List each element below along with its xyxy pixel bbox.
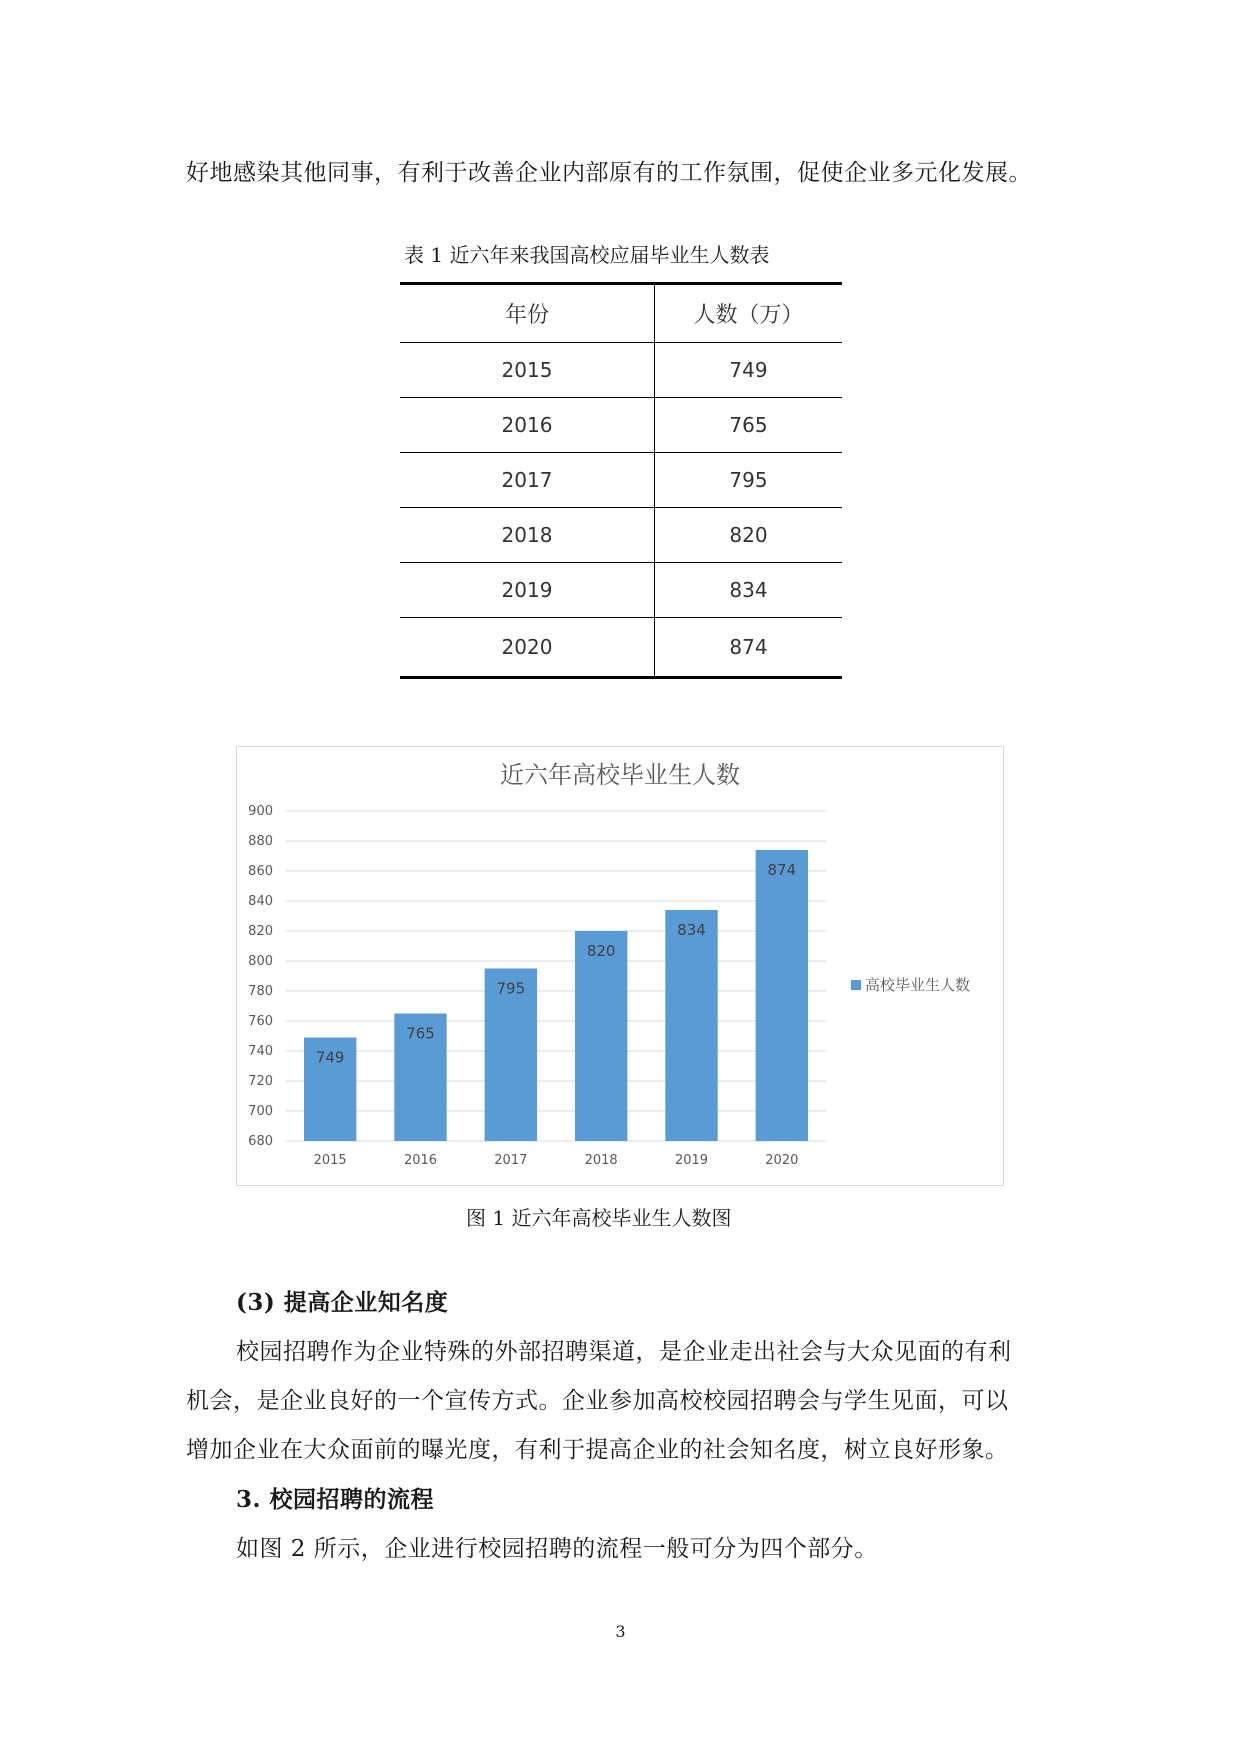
x-tick-label: 2016 [403,1153,438,1168]
bar-data-label: 795 [496,979,526,998]
graduates-table [400,282,842,679]
bar [756,850,808,1141]
table-cell-year: 2019 [400,563,655,618]
table-cell-year: 2015 [400,343,655,398]
paragraph-intro-tail: 好地感染其他同事，有利于改善企业内部原有的工作氛围，促使企业多元化发展。 [186,160,1032,186]
table-cell-count: 795 [655,453,843,508]
section-heading-brand-awareness: (3) 提高企业知名度 [236,1289,449,1316]
table-cell-count: 749 [655,343,843,398]
table-cell-year: 2016 [400,398,655,453]
section-heading-process: 3. 校园招聘的流程 [236,1486,435,1513]
table-cell-count: 765 [655,398,843,453]
y-tick-label: 820 [248,924,273,939]
bar-data-label: 820 [586,942,616,960]
paragraph-line: 校园招聘作为企业特殊的外部招聘渠道，是企业走出社会与大众见面的有利 [236,1339,1012,1365]
paragraph-line: 增加企业在大众面前的曝光度，有利于提高企业的社会知名度，树立良好形象。 [186,1437,1009,1463]
y-tick-label: 720 [248,1074,273,1089]
y-tick-label: 860 [248,864,273,879]
legend-swatch [851,980,861,990]
table-cell-year: 2020 [400,618,655,678]
table-header-count: 人数（万） [655,284,843,343]
legend-label: 高校毕业生人数 [865,976,971,994]
y-tick-label: 760 [248,1014,273,1029]
table-row [400,508,842,563]
bar-data-label: 834 [677,921,706,939]
bar [665,910,717,1141]
table-row [400,618,842,678]
table-row [400,398,842,453]
table-caption: 表 1 近六年来我国高校应届毕业生人数表 [404,243,770,267]
chart-x-axis [314,1153,799,1168]
chart-title: 近六年高校毕业生人数 [500,761,740,789]
table-row [400,453,842,508]
y-tick-label: 900 [248,804,273,819]
paragraph-line: 如图 2 所示，企业进行校园招聘的流程一般可分为四个部分。 [236,1536,878,1562]
y-tick-label: 740 [248,1044,273,1059]
x-tick-label: 2018 [584,1153,618,1168]
bar-data-label: 765 [406,1024,435,1043]
figure-caption: 图 1 近六年高校毕业生人数图 [466,1206,732,1230]
table-row [400,343,842,398]
y-tick-label: 800 [248,954,273,969]
chart-bars [304,850,808,1141]
y-tick-label: 840 [248,894,273,909]
bar-data-label: 749 [315,1048,345,1067]
x-tick-label: 2019 [674,1153,709,1168]
chart-gridlines [285,811,827,1141]
chart-svg [237,747,1003,1185]
page-number: 3 [615,1622,626,1641]
y-tick-label: 700 [248,1104,273,1119]
x-tick-label: 2015 [313,1153,347,1168]
table-row [400,563,842,618]
y-tick-label: 680 [248,1134,273,1149]
y-tick-label: 880 [248,834,273,849]
paragraph-line: 机会，是企业良好的一个宣传方式。企业参加高校校园招聘会与学生见面，可以 [186,1388,1009,1414]
table-cell-year: 2017 [400,453,655,508]
bar-data-label: 874 [767,861,797,879]
x-tick-label: 2020 [765,1153,799,1168]
table-cell-count: 874 [729,635,768,659]
table-header-row [400,284,842,343]
table-cell-count: 834 [655,563,843,618]
table-cell-count: 820 [655,508,843,563]
y-tick-label: 780 [248,984,273,999]
x-tick-label: 2017 [494,1153,528,1168]
chart-legend [851,976,970,994]
table-header-year: 年份 [400,284,655,343]
bar-chart [236,746,1004,1186]
chart-y-axis [248,804,273,1149]
bar [575,931,627,1141]
table-cell-year: 2018 [400,508,655,563]
